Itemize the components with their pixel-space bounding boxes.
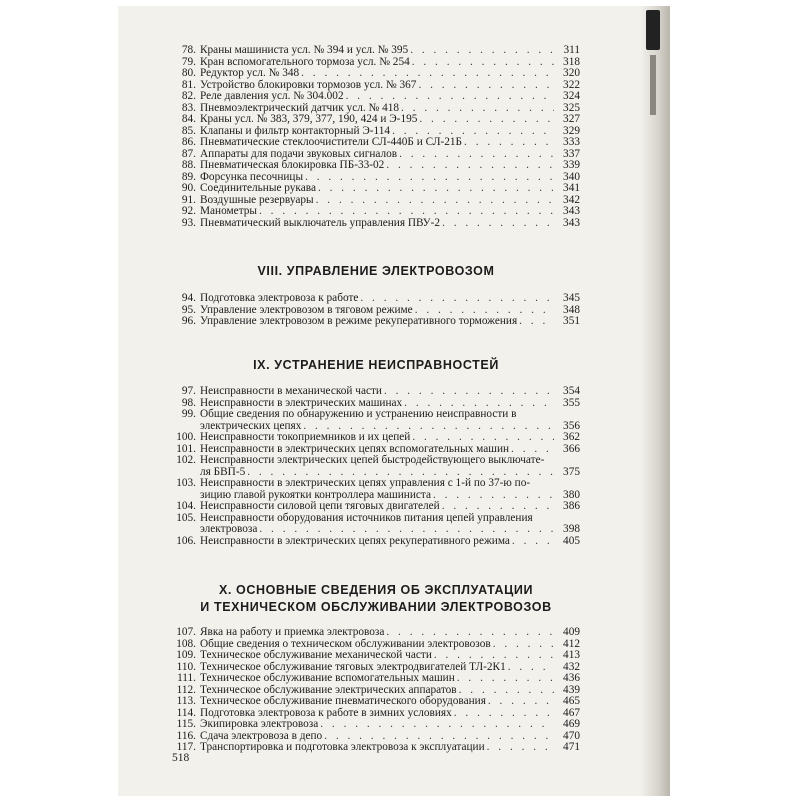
entry-page-number: 470 — [563, 729, 580, 742]
leader-dots — [487, 742, 554, 754]
leader-dots — [305, 172, 554, 184]
entry-title: Неисправности в механической части — [200, 385, 382, 397]
entry-number: 85. — [181, 124, 196, 137]
toc-entry — [172, 650, 580, 662]
toc-entry — [172, 45, 580, 57]
leader-dots — [346, 91, 554, 103]
entry-title: Подготовка электровоза к работе — [200, 292, 359, 304]
entry-number: 104. — [176, 500, 196, 512]
entry-title: Реле давления усл. № 304.002 — [200, 90, 344, 102]
entry-number: 109. — [176, 649, 196, 661]
leader-dots — [508, 662, 554, 674]
entry-number: 92. — [181, 205, 196, 217]
entry-page-number: 467 — [563, 706, 580, 719]
leader-dots — [519, 316, 554, 328]
entry-number: 112. — [176, 683, 196, 696]
entry-number: 110. — [176, 660, 196, 673]
entry-title-continuation: зицию главой рукоятки контроллера машиниста — [200, 488, 431, 501]
leader-dots — [457, 673, 554, 685]
entry-number: 89. — [181, 170, 196, 183]
entry-title: Техническое обслуживание механической части — [200, 649, 432, 661]
entry-number: 78. — [181, 44, 196, 56]
leader-dots — [320, 719, 554, 731]
toc-entry — [172, 536, 580, 548]
entry-page-number: 362 — [563, 431, 580, 443]
entry-title: Управление электровозом в тяговом режиме — [200, 303, 413, 316]
entry-page-number: 439 — [563, 683, 580, 696]
entry-page-number: 366 — [563, 442, 580, 455]
toc-entry — [172, 696, 580, 708]
entry-title: Неисправности в электрических цепях управления с 1-й по 37-ю по- — [200, 477, 531, 489]
entry-page-number: 327 — [563, 113, 580, 125]
entry-page-number: 351 — [563, 315, 580, 327]
entry-title: Кран вспомогательного тормоза усл. № 254 — [200, 55, 410, 68]
leader-dots — [493, 639, 554, 651]
toc-entry — [172, 513, 580, 536]
entry-number: 99. — [181, 408, 196, 420]
entry-number: 90. — [181, 182, 196, 194]
leader-dots — [259, 206, 554, 218]
entry-number: 79. — [181, 55, 196, 68]
toc-entry — [172, 316, 580, 328]
entry-page-number: 320 — [563, 67, 580, 79]
entry-title: Краны усл. № 383, 379, 377, 190, 424 и Э-195 — [200, 113, 418, 125]
entry-number: 91. — [181, 193, 196, 206]
leader-dots — [418, 80, 554, 92]
entry-title: Пневматическая блокировка ПБ-33-02 — [200, 159, 385, 171]
entry-title: Пневмоэлектрический датчик усл. № 418 — [200, 101, 400, 114]
entry-page-number: 341 — [563, 182, 580, 194]
leader-dots — [386, 627, 554, 639]
toc-section-ix — [172, 386, 580, 547]
toc-entry — [172, 68, 580, 80]
toc-entry — [172, 91, 580, 103]
entry-title: Техническое обслуживание пневматического оборудования — [200, 695, 486, 707]
entry-number: 105. — [176, 511, 196, 524]
leader-dots — [410, 45, 554, 57]
entry-page-number: 318 — [563, 55, 580, 68]
entry-title: Неисправности в электрических цепях рекуперативного режима — [200, 534, 510, 547]
entry-title: Явка на работу и приемка электровоза — [200, 626, 385, 638]
leader-dots — [316, 195, 554, 207]
entry-page-number: 386 — [563, 500, 580, 512]
entry-number: 113. — [176, 695, 196, 707]
entry-title: Неисправности силовой цепи тяговых двигателей — [200, 500, 440, 512]
entry-number: 94. — [181, 292, 196, 304]
toc-entry — [172, 137, 580, 149]
toc-entry — [172, 183, 580, 195]
entry-page-number: 342 — [563, 193, 580, 206]
entry-page-number: 380 — [563, 488, 580, 501]
toc-entry — [172, 409, 580, 432]
entry-page-number: 413 — [563, 649, 580, 661]
entry-page-number: 469 — [563, 718, 580, 730]
entry-number: 80. — [181, 67, 196, 79]
toc-section-x — [172, 627, 580, 754]
entry-page-number: 432 — [563, 660, 580, 673]
toc-entry — [172, 455, 580, 478]
entry-page-number: 405 — [563, 534, 580, 547]
entry-title: Неисправности электрических цепей быстродействующего выключате- — [200, 454, 545, 466]
leader-dots — [434, 650, 554, 662]
entry-number: 83. — [181, 101, 196, 114]
entry-title: Общие сведения о техническом обслуживании электровозов — [200, 637, 491, 650]
entry-page-number: 340 — [563, 170, 580, 183]
entry-number: 81. — [181, 78, 196, 91]
entry-title: Редуктор усл. № 348 — [200, 67, 300, 79]
entry-title: Транспортировка и подготовка электровоза к эксплуатации — [200, 741, 485, 753]
entry-page-number: 375 — [563, 465, 580, 478]
toc-entry — [172, 386, 580, 398]
entry-page-number: 471 — [563, 741, 580, 753]
entry-number: 115. — [176, 718, 196, 730]
entry-number: 87. — [181, 147, 196, 160]
entry-page-number: 398 — [563, 523, 580, 535]
toc-entry — [172, 432, 580, 444]
leader-dots — [384, 386, 554, 398]
toc-section-viii — [172, 293, 580, 328]
entry-title: Неисправности в электрических машинах — [200, 396, 403, 409]
entry-title: Экипировка электровоза — [200, 718, 319, 730]
entry-number: 82. — [181, 90, 196, 102]
entry-title: Клапаны и фильтр контакторный Э-114 — [200, 124, 391, 137]
toc-entry — [172, 114, 580, 126]
entry-page-number: 311 — [563, 44, 580, 56]
entry-number: 93. — [181, 216, 196, 229]
entry-number: 103. — [176, 477, 196, 489]
entry-page-number: 354 — [563, 385, 580, 397]
leader-dots — [301, 68, 554, 80]
entry-page-number: 325 — [563, 101, 580, 114]
entry-title: Пневматические стеклоочистители СЛ-440Б и СЛ-21Б — [200, 136, 463, 148]
leader-dots — [464, 137, 554, 149]
entry-page-number: 322 — [563, 78, 580, 91]
toc-entry — [172, 218, 580, 230]
entry-title-continuation: электровоза — [200, 523, 258, 535]
leader-dots — [399, 149, 554, 161]
entry-title: Манометры — [200, 205, 258, 217]
entry-number: 96. — [181, 315, 196, 327]
entry-number: 114. — [176, 706, 196, 719]
entry-title: Подготовка электровоза к работе в зимних условиях — [200, 706, 452, 719]
entry-page-number: 339 — [563, 159, 580, 171]
binder-strip — [650, 55, 656, 115]
binder-mark — [646, 10, 660, 50]
entry-page-number: 348 — [563, 303, 580, 316]
entry-title: Устройство блокировки тормозов усл. № 367 — [200, 78, 417, 91]
toc-entry — [172, 501, 580, 513]
toc-entry — [172, 627, 580, 639]
leader-dots — [412, 57, 554, 69]
entry-title: Форсунка песочницы — [200, 170, 304, 183]
entry-title: Техническое обслуживание электрических аппаратов — [200, 683, 457, 696]
leader-dots — [419, 114, 554, 126]
entry-page-number: 356 — [563, 419, 580, 432]
entry-title: Соединительные рукава — [200, 182, 316, 194]
entry-page-number: 409 — [563, 626, 580, 638]
entry-title: Неисправности оборудования источников питания цепей управления — [200, 511, 533, 524]
toc-entry — [172, 160, 580, 172]
entry-number: 88. — [181, 159, 196, 171]
leader-dots — [442, 218, 554, 230]
leader-dots — [386, 160, 554, 172]
entry-number: 106. — [176, 534, 196, 547]
section-heading-viii: VIII. УПРАВЛЕНИЕ ЭЛЕКТРОВОЗОМ — [257, 264, 495, 278]
entry-title: Неисправности в электрических цепях вспомогательных машин — [200, 442, 510, 455]
entry-title: Управление электровозом в режиме рекуперативного торможения — [200, 315, 518, 327]
entry-title: Неисправности токоприемников и их цепей — [200, 431, 411, 443]
leader-dots — [488, 696, 554, 708]
toc-entry — [172, 742, 580, 754]
entry-page-number: 324 — [563, 90, 580, 102]
entry-title: Аппараты для подачи звуковых сигналов — [200, 147, 398, 160]
toc-entry — [172, 478, 580, 501]
entry-number: 116. — [176, 729, 196, 742]
entry-page-number: 465 — [563, 695, 580, 707]
entry-page-number: 329 — [563, 124, 580, 137]
leader-dots — [318, 183, 554, 195]
leader-dots — [412, 432, 554, 444]
entry-title: Краны машиниста усл. № 394 и усл. № 395 — [200, 44, 409, 56]
entry-number: 107. — [176, 626, 196, 638]
entry-title: Общие сведения по обнаружению и устранению неисправности в — [200, 408, 517, 420]
toc-entry — [172, 673, 580, 685]
entry-number: 97. — [181, 385, 196, 397]
entry-title: Техническое обслуживание вспомогательных машин — [200, 672, 455, 684]
toc-entry — [172, 719, 580, 731]
entry-title: Пневматический выключатель управления ПВУ-2 — [200, 216, 441, 229]
entry-number: 117. — [176, 741, 196, 753]
entry-number: 108. — [176, 637, 196, 650]
entry-page-number: 345 — [563, 292, 580, 304]
entry-title: Сдача электровоза в депо — [200, 729, 323, 742]
entry-title: Техническое обслуживание тяговых электродвигателей ТЛ-2К1 — [200, 660, 506, 673]
entry-number: 84. — [181, 113, 196, 125]
section-heading-x-line2: И ТЕХНИЧЕСКОМ ОБСЛУЖИВАНИИ ЭЛЕКТРОВОЗОВ — [200, 600, 552, 614]
entry-number: 111. — [177, 672, 196, 684]
entry-number: 95. — [181, 303, 196, 316]
entry-title-continuation: электрических цепях — [200, 419, 302, 432]
leader-dots — [512, 536, 554, 548]
toc-entry — [172, 206, 580, 218]
entry-page-number: 355 — [563, 396, 580, 409]
leader-dots — [360, 293, 554, 305]
section-heading-x: X. ОСНОВНЫЕ СВЕДЕНИЯ ОБ ЭКСПЛУАТАЦИИ — [218, 583, 534, 597]
entry-page-number: 412 — [563, 637, 580, 650]
section-heading-ix: IX. УСТРАНЕНИЕ НЕИСПРАВНОСТЕЙ — [253, 358, 499, 372]
page-edge-shadow — [640, 6, 670, 796]
toc-entry — [172, 293, 580, 305]
entry-title: Воздушные резервуары — [200, 193, 314, 206]
entry-number: 98. — [181, 396, 196, 409]
entry-number: 86. — [181, 136, 196, 148]
toc-section-brakes — [172, 45, 580, 229]
entry-number: 100. — [176, 431, 196, 443]
leader-dots — [259, 524, 554, 536]
entry-page-number: 337 — [563, 147, 580, 160]
entry-number: 101. — [176, 442, 196, 455]
entry-page-number: 333 — [563, 136, 580, 148]
leader-dots — [454, 708, 554, 720]
entry-title-continuation: ля БВП-5 — [200, 465, 246, 478]
page-folio: 518 — [172, 752, 190, 764]
leader-dots — [442, 501, 554, 513]
leader-dots — [433, 490, 554, 502]
entry-number: 102. — [176, 454, 196, 466]
leader-dots — [401, 103, 554, 115]
entry-page-number: 343 — [563, 216, 580, 229]
entry-page-number: 436 — [563, 672, 580, 684]
entry-page-number: 343 — [563, 205, 580, 217]
